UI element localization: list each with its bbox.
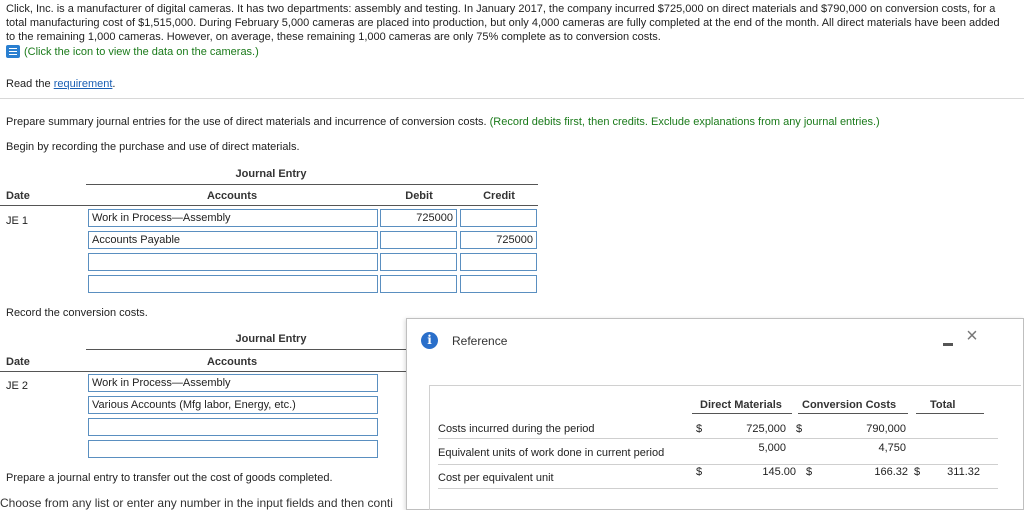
je1-account-field-4[interactable] [88, 275, 378, 293]
reference-cell: 4,750 [878, 442, 906, 454]
prepare-instruction [6, 116, 880, 128]
footer-instruction: Choose from any list or enter any number in the input fields and then conti [0, 496, 393, 510]
view-data-label[interactable]: (Click the icon to view the data on the cameras.) [24, 45, 259, 58]
prepare-text: Prepare summary journal entries for the use of direct materials and incurrence of conversion costs. [6, 116, 490, 128]
je1-account-field-3[interactable] [88, 253, 378, 271]
je1-debit-field-3[interactable] [380, 253, 457, 271]
je1-accounts-header: Accounts [206, 190, 258, 202]
problem-statement [6, 2, 1024, 44]
problem-line-1: Click, Inc. is a manufacturer of digital cameras. It has two departments: assembly and testing. In January 2017, the company incurred $725,000 on direct materials and $790,000 on conversion costs, for a [6, 3, 996, 15]
row-separator [438, 438, 998, 439]
view-data-link[interactable] [6, 45, 259, 58]
total-header-rule [916, 413, 984, 414]
reference-cell: 790,000 [866, 423, 906, 435]
je1-credit-field-2[interactable]: 725000 [460, 231, 537, 249]
reference-cell: 725,000 [746, 423, 786, 435]
reference-row-label: Costs incurred during the period [438, 423, 595, 435]
dm-column-header: Direct Materials [700, 399, 782, 411]
minimize-icon[interactable] [943, 343, 953, 346]
je1-debit-field-1[interactable]: 725000 [380, 209, 457, 227]
je1-credit-field-1[interactable] [460, 209, 537, 227]
read-requirement-prefix: Read the [6, 78, 54, 90]
je2-date-header: Date [6, 356, 30, 368]
currency-symbol: $ [796, 423, 803, 435]
reference-cell: 5,000 [758, 442, 786, 454]
journal-entry-2-title: Journal Entry [235, 333, 307, 345]
row-separator [438, 464, 998, 465]
je1-credit-header: Credit [483, 190, 515, 202]
currency-symbol: $ [696, 466, 703, 478]
je1-date-header: Date [6, 190, 30, 202]
problem-line-2: total manufacturing cost of $1,515,000. During February 5,000 cameras are placed into production, but only 4,000 cameras are fully completed at the end of the month. All direct materials have been added [6, 17, 1000, 29]
je1-account-field-2[interactable]: Accounts Payable [88, 231, 378, 249]
je2-account-field-2[interactable]: Various Accounts (Mfg labor, Energy, etc.) [88, 396, 378, 414]
read-requirement-suffix: . [112, 78, 116, 90]
cc-header-rule [798, 413, 908, 414]
prepare-hint: (Record debits first, then credits. Exclude explanations from any journal entries.) [489, 116, 880, 128]
currency-symbol: $ [914, 466, 921, 478]
je1-credit-field-4[interactable] [460, 275, 537, 293]
currency-symbol: $ [696, 423, 703, 435]
je2-header-rule [0, 371, 406, 372]
je1-debit-field-2[interactable] [380, 231, 457, 249]
close-icon[interactable]: × [966, 325, 978, 347]
je2-account-field-1[interactable]: Work in Process—Assembly [88, 374, 378, 392]
total-column-header: Total [930, 399, 956, 411]
je1-account-field-1[interactable]: Work in Process—Assembly [88, 209, 378, 227]
je2-accounts-header: Accounts [206, 356, 258, 368]
reference-cell: 311.32 [947, 466, 980, 478]
reference-header [421, 332, 507, 349]
reference-title: Reference [452, 333, 508, 348]
journal-entry-1-title: Journal Entry [235, 168, 307, 180]
reference-cell: 166.32 [874, 466, 908, 478]
requirement-link[interactable]: requirement [53, 78, 113, 90]
je1-debit-field-4[interactable] [380, 275, 457, 293]
reference-table [429, 385, 1021, 510]
je1-credit-field-3[interactable] [460, 253, 537, 271]
je2-account-field-4[interactable] [88, 440, 378, 458]
journal-2-title-rule [86, 349, 406, 350]
begin-instruction: Begin by recording the purchase and use of direct materials. [6, 141, 300, 153]
section-divider [0, 98, 1024, 99]
reference-row-label: Cost per equivalent unit [438, 472, 554, 484]
row-separator [438, 488, 998, 489]
journal-1-title-rule [86, 184, 538, 185]
data-table-icon[interactable] [6, 45, 20, 58]
currency-symbol: $ [806, 466, 813, 478]
info-icon: i [421, 332, 438, 349]
record-conversion-instruction: Record the conversion costs. [6, 307, 148, 319]
je1-label: JE 1 [6, 215, 29, 227]
problem-line-3: to the remaining 1,000 cameras. However, on average, these remaining 1,000 cameras are only 75% complete as to conversion costs. [6, 31, 661, 43]
reference-cell: 145.00 [762, 466, 796, 478]
prepare-transfer-instruction: Prepare a journal entry to transfer out the cost of goods completed. [6, 472, 333, 484]
je1-debit-header: Debit [405, 190, 433, 202]
cc-column-header: Conversion Costs [802, 399, 897, 411]
je2-account-field-3[interactable] [88, 418, 378, 436]
read-requirement [6, 78, 115, 90]
je2-label: JE 2 [6, 380, 29, 392]
je1-header-rule [0, 205, 538, 206]
dm-header-rule [692, 413, 792, 414]
reference-row-label: Equivalent units of work done in current period [438, 447, 665, 459]
reference-window[interactable] [406, 318, 1024, 510]
